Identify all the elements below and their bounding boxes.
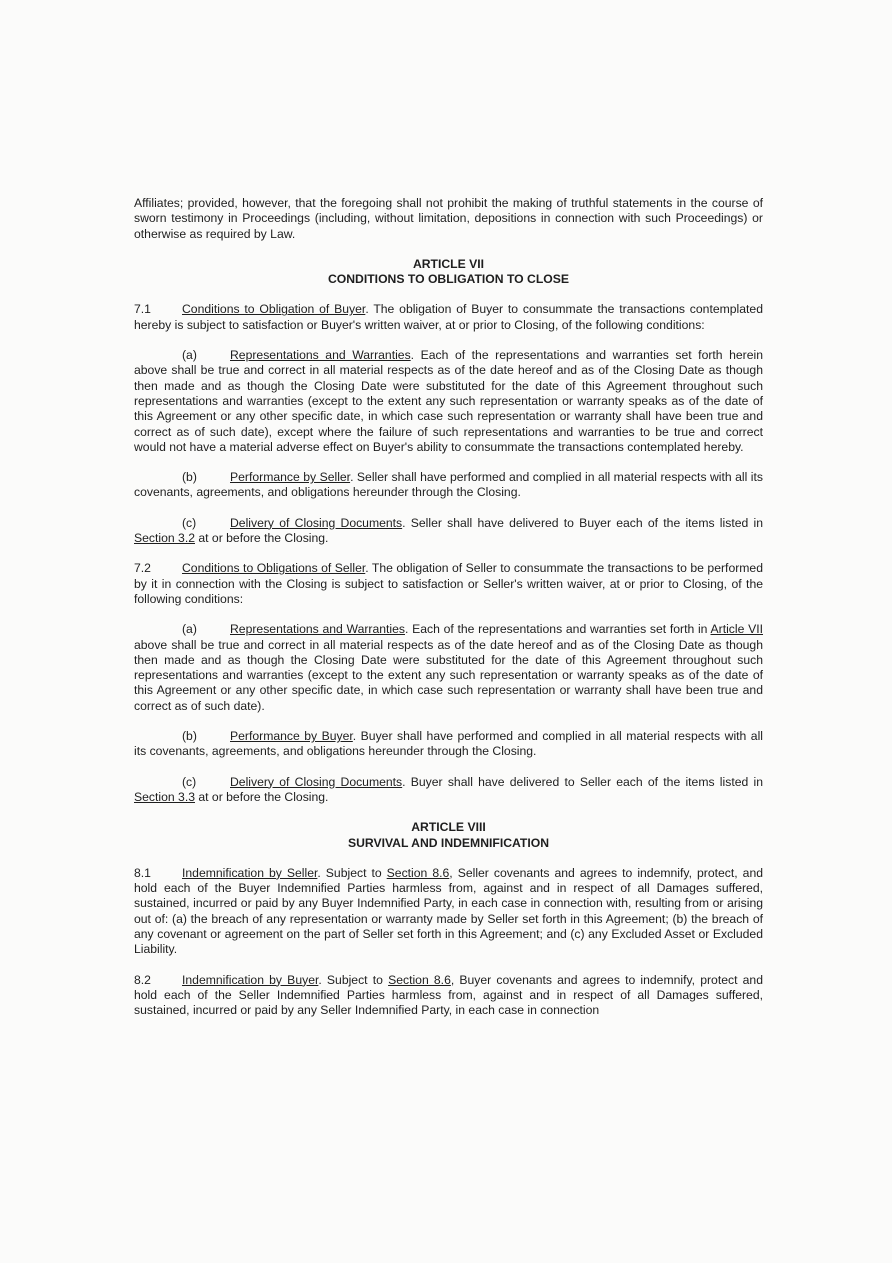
section-7-1-a [134, 348, 763, 455]
section-7-2-c [134, 775, 763, 806]
section-7-1-c-text: . Seller shall have delivered to Buyer each of the items listed in [402, 515, 763, 530]
section-8-1 [134, 866, 763, 958]
article-8-title: SURVIVAL AND INDEMNIFICATION [347, 835, 550, 850]
section-7-1-b-label: (b) [182, 470, 197, 485]
section-7-2-a [134, 622, 763, 714]
section-3-2-reference: Section 3.2 [134, 531, 195, 546]
section-7-1-number: 7.1 [134, 302, 151, 317]
section-7-1-c-text-end: at or before the Closing. [194, 531, 329, 546]
article-7-number: ARTICLE VII [412, 256, 485, 271]
section-7-2-c-heading: Delivery of Closing Documents [230, 774, 403, 789]
section-7-1-heading: Conditions to Obligation of Buyer [182, 302, 366, 317]
section-7-2-a-heading: Representations and Warranties [230, 622, 405, 637]
section-8-2-text: . Subject to [318, 972, 389, 987]
section-7-1-a-heading: Representations and Warranties [230, 348, 411, 363]
section-7-1-a-label: (a) [182, 348, 197, 363]
section-8-6-reference-2: Section 8.6 [388, 972, 451, 987]
document-body [134, 196, 763, 1033]
section-7-1-b [134, 470, 763, 501]
section-8-2-number: 8.2 [134, 972, 151, 987]
section-7-2-c-text-end: at or before the Closing. [194, 789, 329, 804]
section-7-1-c [134, 516, 763, 547]
section-8-1-text-end: , Seller covenants and agrees to indemnify, protect, and hold each of the Buyer Indemnified Parties harmless from, against and in respect of all Damages suffered, sustained, incurred or paid by any Buyer Indemnified Party, in each case in connection with, resulting from or arising out of: (a) the breach of any representation or warranty made by Seller set forth in this Agreement; (b) the breach of any covenant or agreement on the part of Seller set forth in this Agreement; and (c) any Excluded Asset or Excluded Liability. [134, 865, 763, 957]
section-7-2-a-label: (a) [182, 622, 197, 637]
article-7-title: CONDITIONS TO OBLIGATION TO CLOSE [327, 272, 570, 287]
section-7-1-b-heading: Performance by Seller [230, 470, 351, 485]
article-8-heading [134, 820, 763, 851]
section-7-2-heading: Conditions to Obligations of Seller [182, 561, 366, 576]
section-7-1 [134, 302, 763, 333]
section-7-1-c-label: (c) [182, 515, 197, 530]
section-3-3-reference: Section 3.3 [134, 789, 195, 804]
section-8-2 [134, 973, 763, 1019]
section-7-2-a-text-end: above shall be true and correct in all material respects as of the date hereof and as of the Closing Date as though then made and as though the Closing Date were substituted for the date of this Agreement throughout such representations and warranties (except to the extent any such representation or warranty speaks as of the date of this Agreement or any other specific date, in which case such representation or warranty shall have been true and correct as of such date). [134, 637, 763, 713]
section-7-2-c-label: (c) [182, 774, 197, 789]
section-7-2 [134, 561, 763, 607]
section-7-1-c-heading: Delivery of Closing Documents [230, 515, 403, 530]
section-8-6-reference: Section 8.6 [386, 865, 450, 880]
section-7-2-a-text: . Each of the representations and warranties set forth in [405, 622, 711, 637]
section-8-1-text: . Subject to [317, 865, 387, 880]
section-8-2-text-end: , Buyer covenants and agrees to indemnify, protect and hold each of the Seller Indemnified Parties harmless from, against and in respect of all Damages suffered, sustained, incurred or paid by any Seller Indemnified Party, in each case in connection [134, 972, 763, 1018]
section-7-2-b-heading: Performance by Buyer [230, 729, 353, 744]
section-7-1-b-text: . Seller shall have performed and complied in all material respects with all its covenants, agreements, and obligations hereunder through the Closing. [134, 470, 763, 500]
article-7-reference: Article VII [710, 622, 763, 637]
article-7-heading [134, 257, 763, 288]
article-8-number: ARTICLE VIII [411, 820, 486, 835]
section-8-2-heading: Indemnification by Buyer [182, 972, 319, 987]
section-7-1-text: . The obligation of Buyer to consummate the transactions contemplated hereby is subject to satisfaction or Buyer's written waiver, at or prior to Closing, of the following conditions: [134, 302, 763, 332]
section-8-1-heading: Indemnification by Seller [182, 865, 318, 880]
intro-paragraph: Affiliates; provided, however, that the foregoing shall not prohibit the making of truthful statements in the course of sworn testimony in Proceedings (including, without limitation, depositions in connection with such Proceedings) or otherwise as required by Law. [134, 196, 763, 241]
section-7-2-number: 7.2 [134, 561, 151, 576]
section-7-2-b [134, 729, 763, 760]
section-7-1-a-text: . Each of the representations and warranties set forth herein above shall be true and correct in all material respects as of the date hereof and as of the Closing Date as though then made and as though the Closing Date were substituted for the date of this Agreement throughout such representations and warranties (except to the extent any such representation or warranty speaks as of the date of this Agreement or any other specific date, in which case such representation or warranty shall have been true and correct as of such date), except where the failure of such representations and warranties to be true and correct would not have a material adverse effect on Buyer's ability to consummate the transactions contemplated hereby. [134, 348, 763, 454]
section-7-2-text: . The obligation of Seller to consummate the transactions to be performed by it in connection with the Closing is subject to satisfaction or Seller's written waiver, at or prior to Closing, of the following conditions: [134, 561, 763, 606]
section-7-2-c-text: . Buyer shall have delivered to Seller each of the items listed in [402, 774, 763, 789]
section-7-2-b-text: . Buyer shall have performed and complied in all material respects with all its covenants, agreements, and obligations hereunder through the Closing. [134, 729, 763, 759]
section-7-2-b-label: (b) [182, 729, 197, 744]
section-8-1-number: 8.1 [134, 865, 151, 880]
